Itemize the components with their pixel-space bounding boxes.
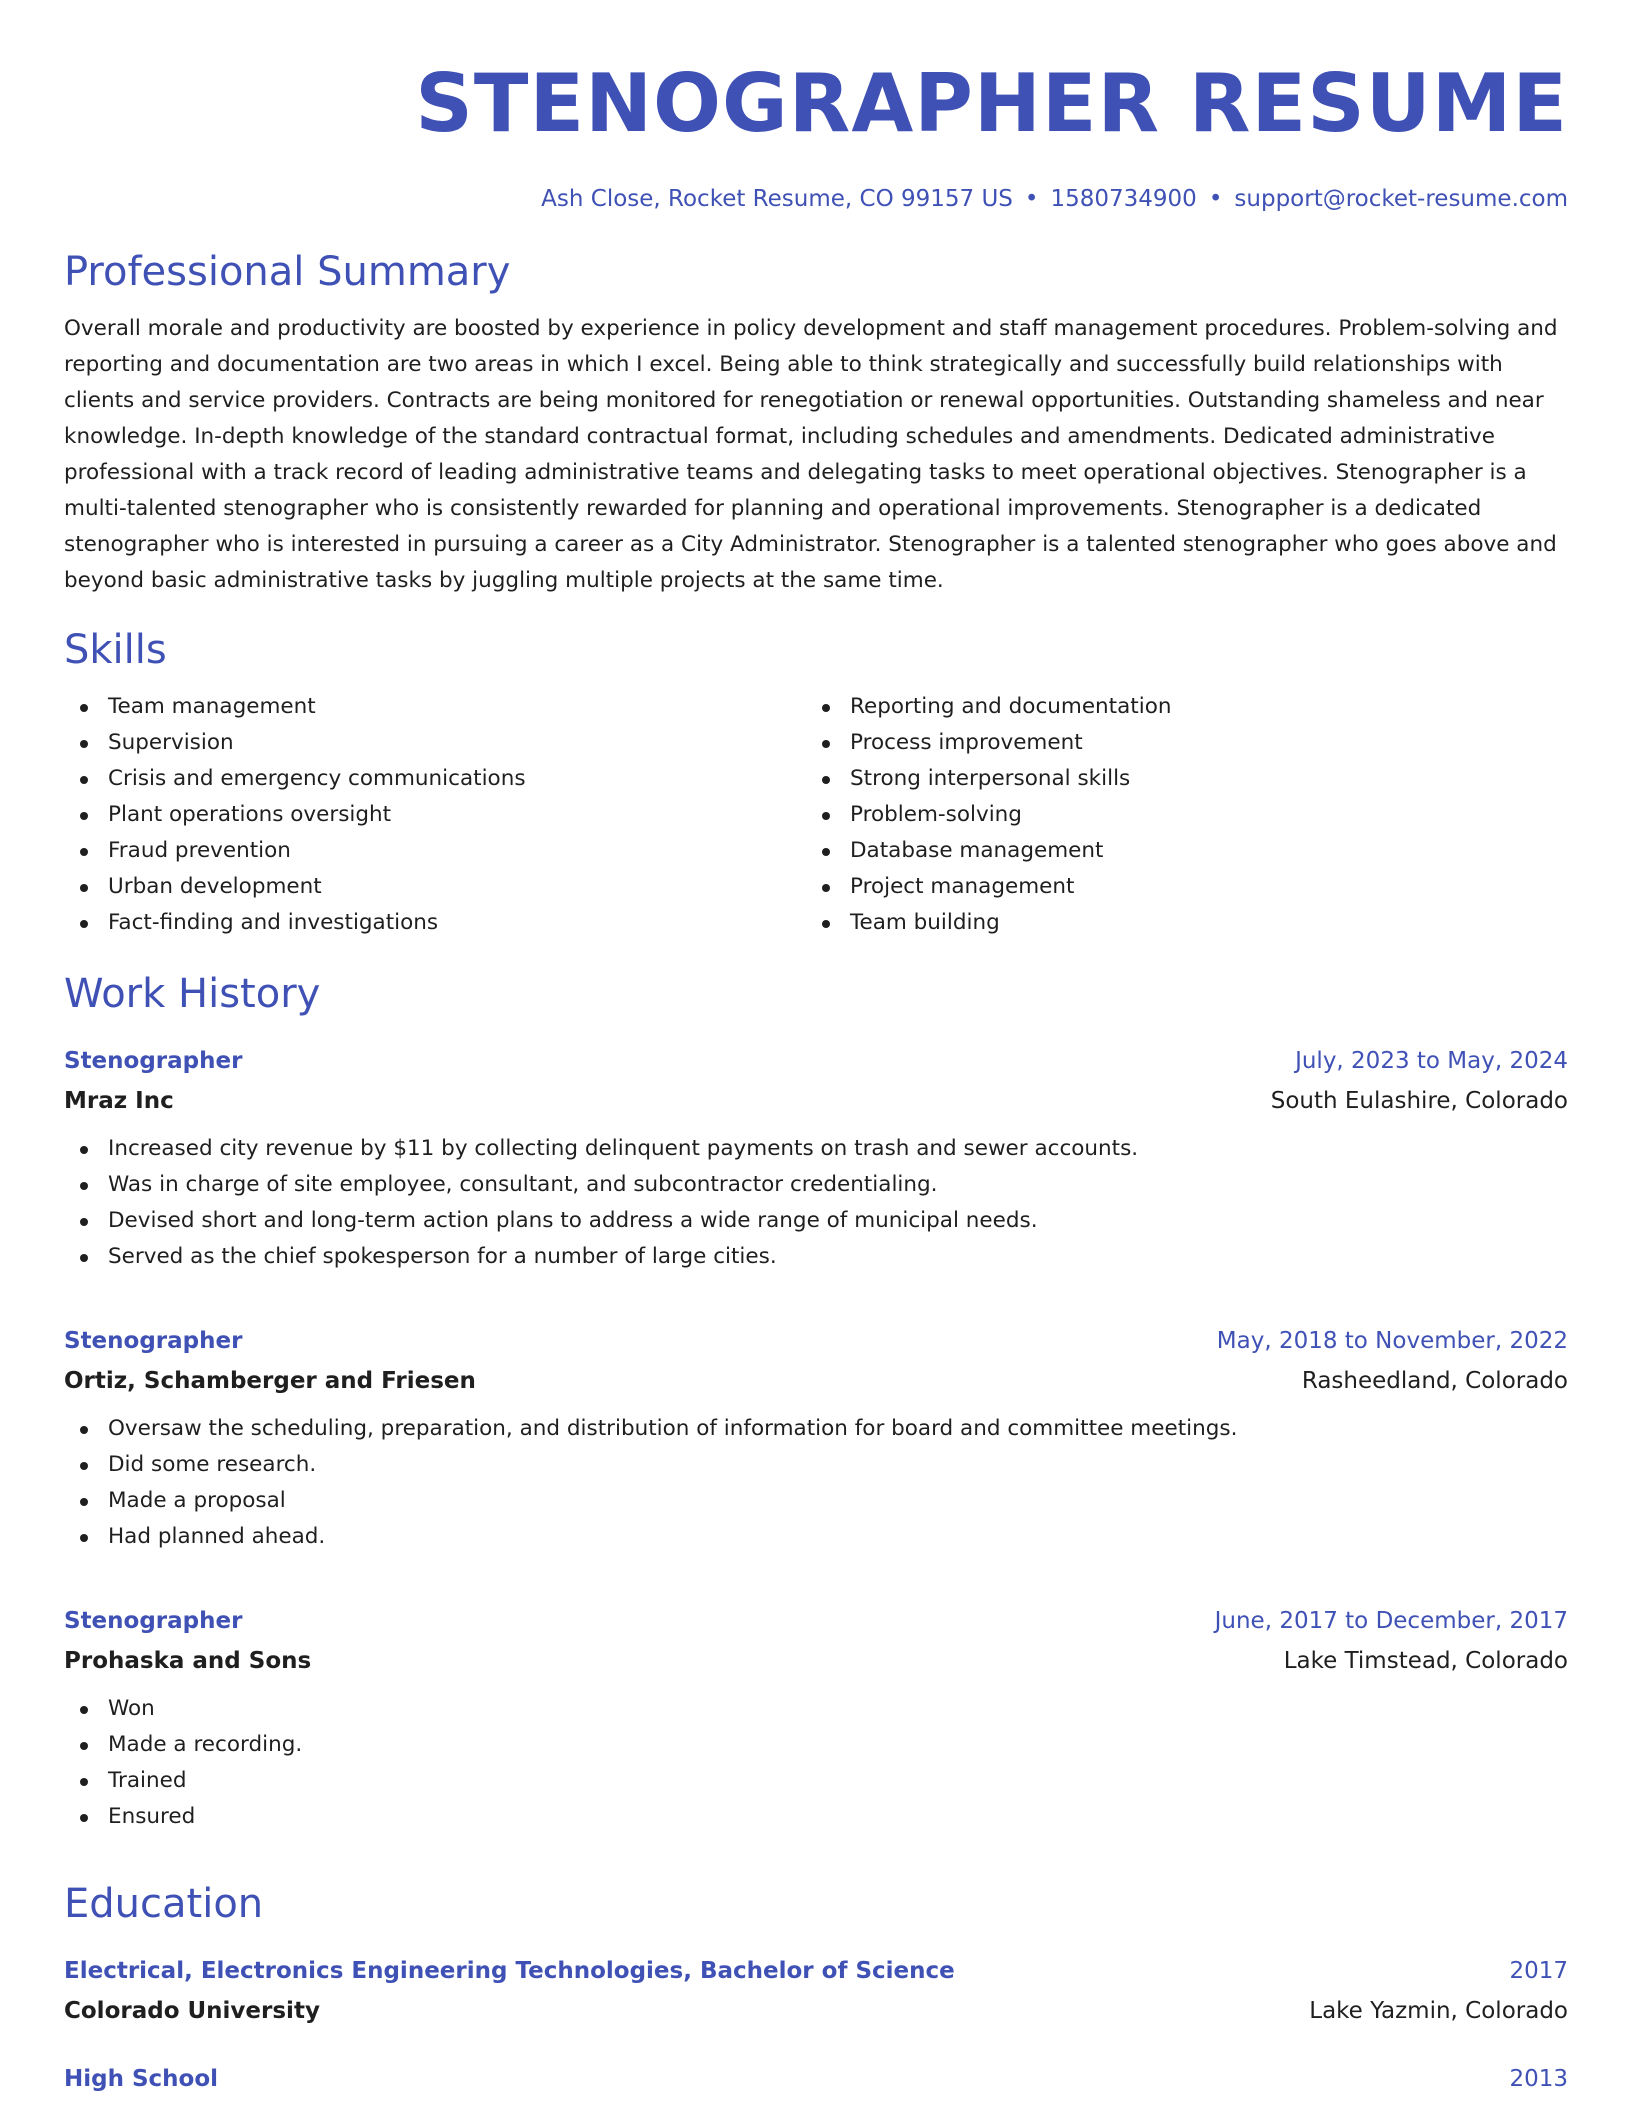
skill-item: Crisis and emergency communications (64, 761, 806, 797)
job-entry (64, 1601, 1568, 1835)
skill-item: Reporting and documentation (806, 689, 1548, 725)
job-bullet: Made a proposal (64, 1483, 1568, 1519)
skills-list-left (64, 689, 806, 941)
contact-separator: • (1208, 186, 1223, 212)
skill-item: Team building (806, 905, 1548, 941)
job-bullet: Increased city revenue by $11 by collecting delinquent payments on trash and sewer accounts. (64, 1131, 1568, 1167)
skill-item: Plant operations oversight (64, 797, 806, 833)
skill-item: Problem-solving (806, 797, 1548, 833)
skill-item: Project management (806, 869, 1548, 905)
job-bullet: Oversaw the scheduling, preparation, and distribution of information for board and committee meetings. (64, 1411, 1568, 1447)
skill-item: Team management (64, 689, 806, 725)
work-history-heading: Work History (64, 971, 321, 1017)
job-bullet: Did some research. (64, 1447, 1568, 1483)
education-year: 2017 (1509, 1958, 1568, 1984)
skill-item: Process improvement (806, 725, 1548, 761)
skill-item: Strong interpersonal skills (806, 761, 1548, 797)
job-role: Stenographer (64, 1608, 243, 1634)
job-bullet: Trained (64, 1763, 1568, 1799)
job-location: South Eulashire, Colorado (1270, 1088, 1568, 1114)
job-entry (64, 1321, 1568, 1555)
skill-item: Urban development (64, 869, 806, 905)
skills-heading: Skills (64, 627, 167, 673)
skill-item: Fact-finding and investigations (64, 905, 806, 941)
job-bullet: Served as the chief spokesperson for a number of large cities. (64, 1239, 1568, 1275)
job-bullets (64, 1131, 1568, 1275)
summary-text: Overall morale and productivity are boosted by experience in policy development and staff management procedures. Problem-solving and reporting and documentation are two areas in which I excel. Being able to think strategically and successfully build relationships with clients and service providers. Contracts are being monitored for renegotiation or renewal opportunities. Outstanding shameless and near knowledge. In-depth knowledge of the standard contractual format, including schedules and amendments. Dedicated administrative professional with a track record of leading administrative teams and delegating tasks to meet operational objectives. Stenographer is a multi-talented stenographer who is consistently rewarded for planning and operational improvements. Stenographer is a dedicated stenographer who is interested in pursuing a career as a City Administrator. Stenographer is a talented stenographer who goes above and beyond basic administrative tasks by juggling multiple projects at the same time. (64, 316, 1558, 593)
education-degree: Electrical, Electronics Engineering Technologies, Bachelor of Science (64, 1958, 955, 1984)
education-location: Lake Yazmin, Colorado (1309, 1998, 1568, 2024)
contact-phone: 1580734900 (1050, 186, 1197, 212)
job-bullet: Won (64, 1691, 1568, 1727)
job-role: Stenographer (64, 1328, 243, 1354)
education-degree: High School (64, 2066, 219, 2092)
job-bullet: Had planned ahead. (64, 1519, 1568, 1555)
job-dates: July, 2023 to May, 2024 (1295, 1048, 1568, 1074)
job-role: Stenographer (64, 1048, 243, 1074)
skills-columns (64, 689, 1568, 941)
job-bullet: Ensured (64, 1799, 1568, 1835)
job-location: Rasheedland, Colorado (1301, 1368, 1568, 1394)
job-bullets (64, 1411, 1568, 1555)
job-bullet: Was in charge of site employee, consultant, and subcontractor credentialing. (64, 1167, 1568, 1203)
summary-heading: Professional Summary (64, 249, 511, 295)
skill-item: Database management (806, 833, 1548, 869)
education-entry (64, 2059, 1568, 2099)
job-company: Prohaska and Sons (64, 1648, 312, 1674)
education-entry (64, 1951, 1568, 2031)
job-bullets (64, 1691, 1568, 1835)
contact-email: support@rocket-resume.com (1234, 186, 1568, 212)
job-company: Mraz Inc (64, 1088, 174, 1114)
job-bullet: Made a recording. (64, 1727, 1568, 1763)
education-year: 2013 (1509, 2066, 1568, 2092)
job-bullet: Devised short and long-term action plans to address a wide range of municipal needs. (64, 1203, 1568, 1239)
skills-list-right (806, 689, 1548, 941)
skill-item: Fraud prevention (64, 833, 806, 869)
skill-item: Supervision (64, 725, 806, 761)
job-dates: June, 2017 to December, 2017 (1214, 1608, 1568, 1634)
job-company: Ortiz, Schamberger and Friesen (64, 1368, 476, 1394)
job-entry (64, 1041, 1568, 1275)
job-dates: May, 2018 to November, 2022 (1216, 1328, 1568, 1354)
contact-separator: • (1024, 186, 1039, 212)
resume-page (64, 0, 1568, 2099)
education-heading: Education (64, 1881, 264, 1927)
education-school: Colorado University (64, 1998, 320, 2024)
contact-address: Ash Close, Rocket Resume, CO 99157 US (541, 186, 1013, 212)
resume-title: STENOGRAPHER RESUME (415, 57, 1568, 150)
contact-line (64, 184, 1568, 214)
resume-header (64, 0, 1568, 214)
job-location: Lake Timstead, Colorado (1283, 1648, 1568, 1674)
